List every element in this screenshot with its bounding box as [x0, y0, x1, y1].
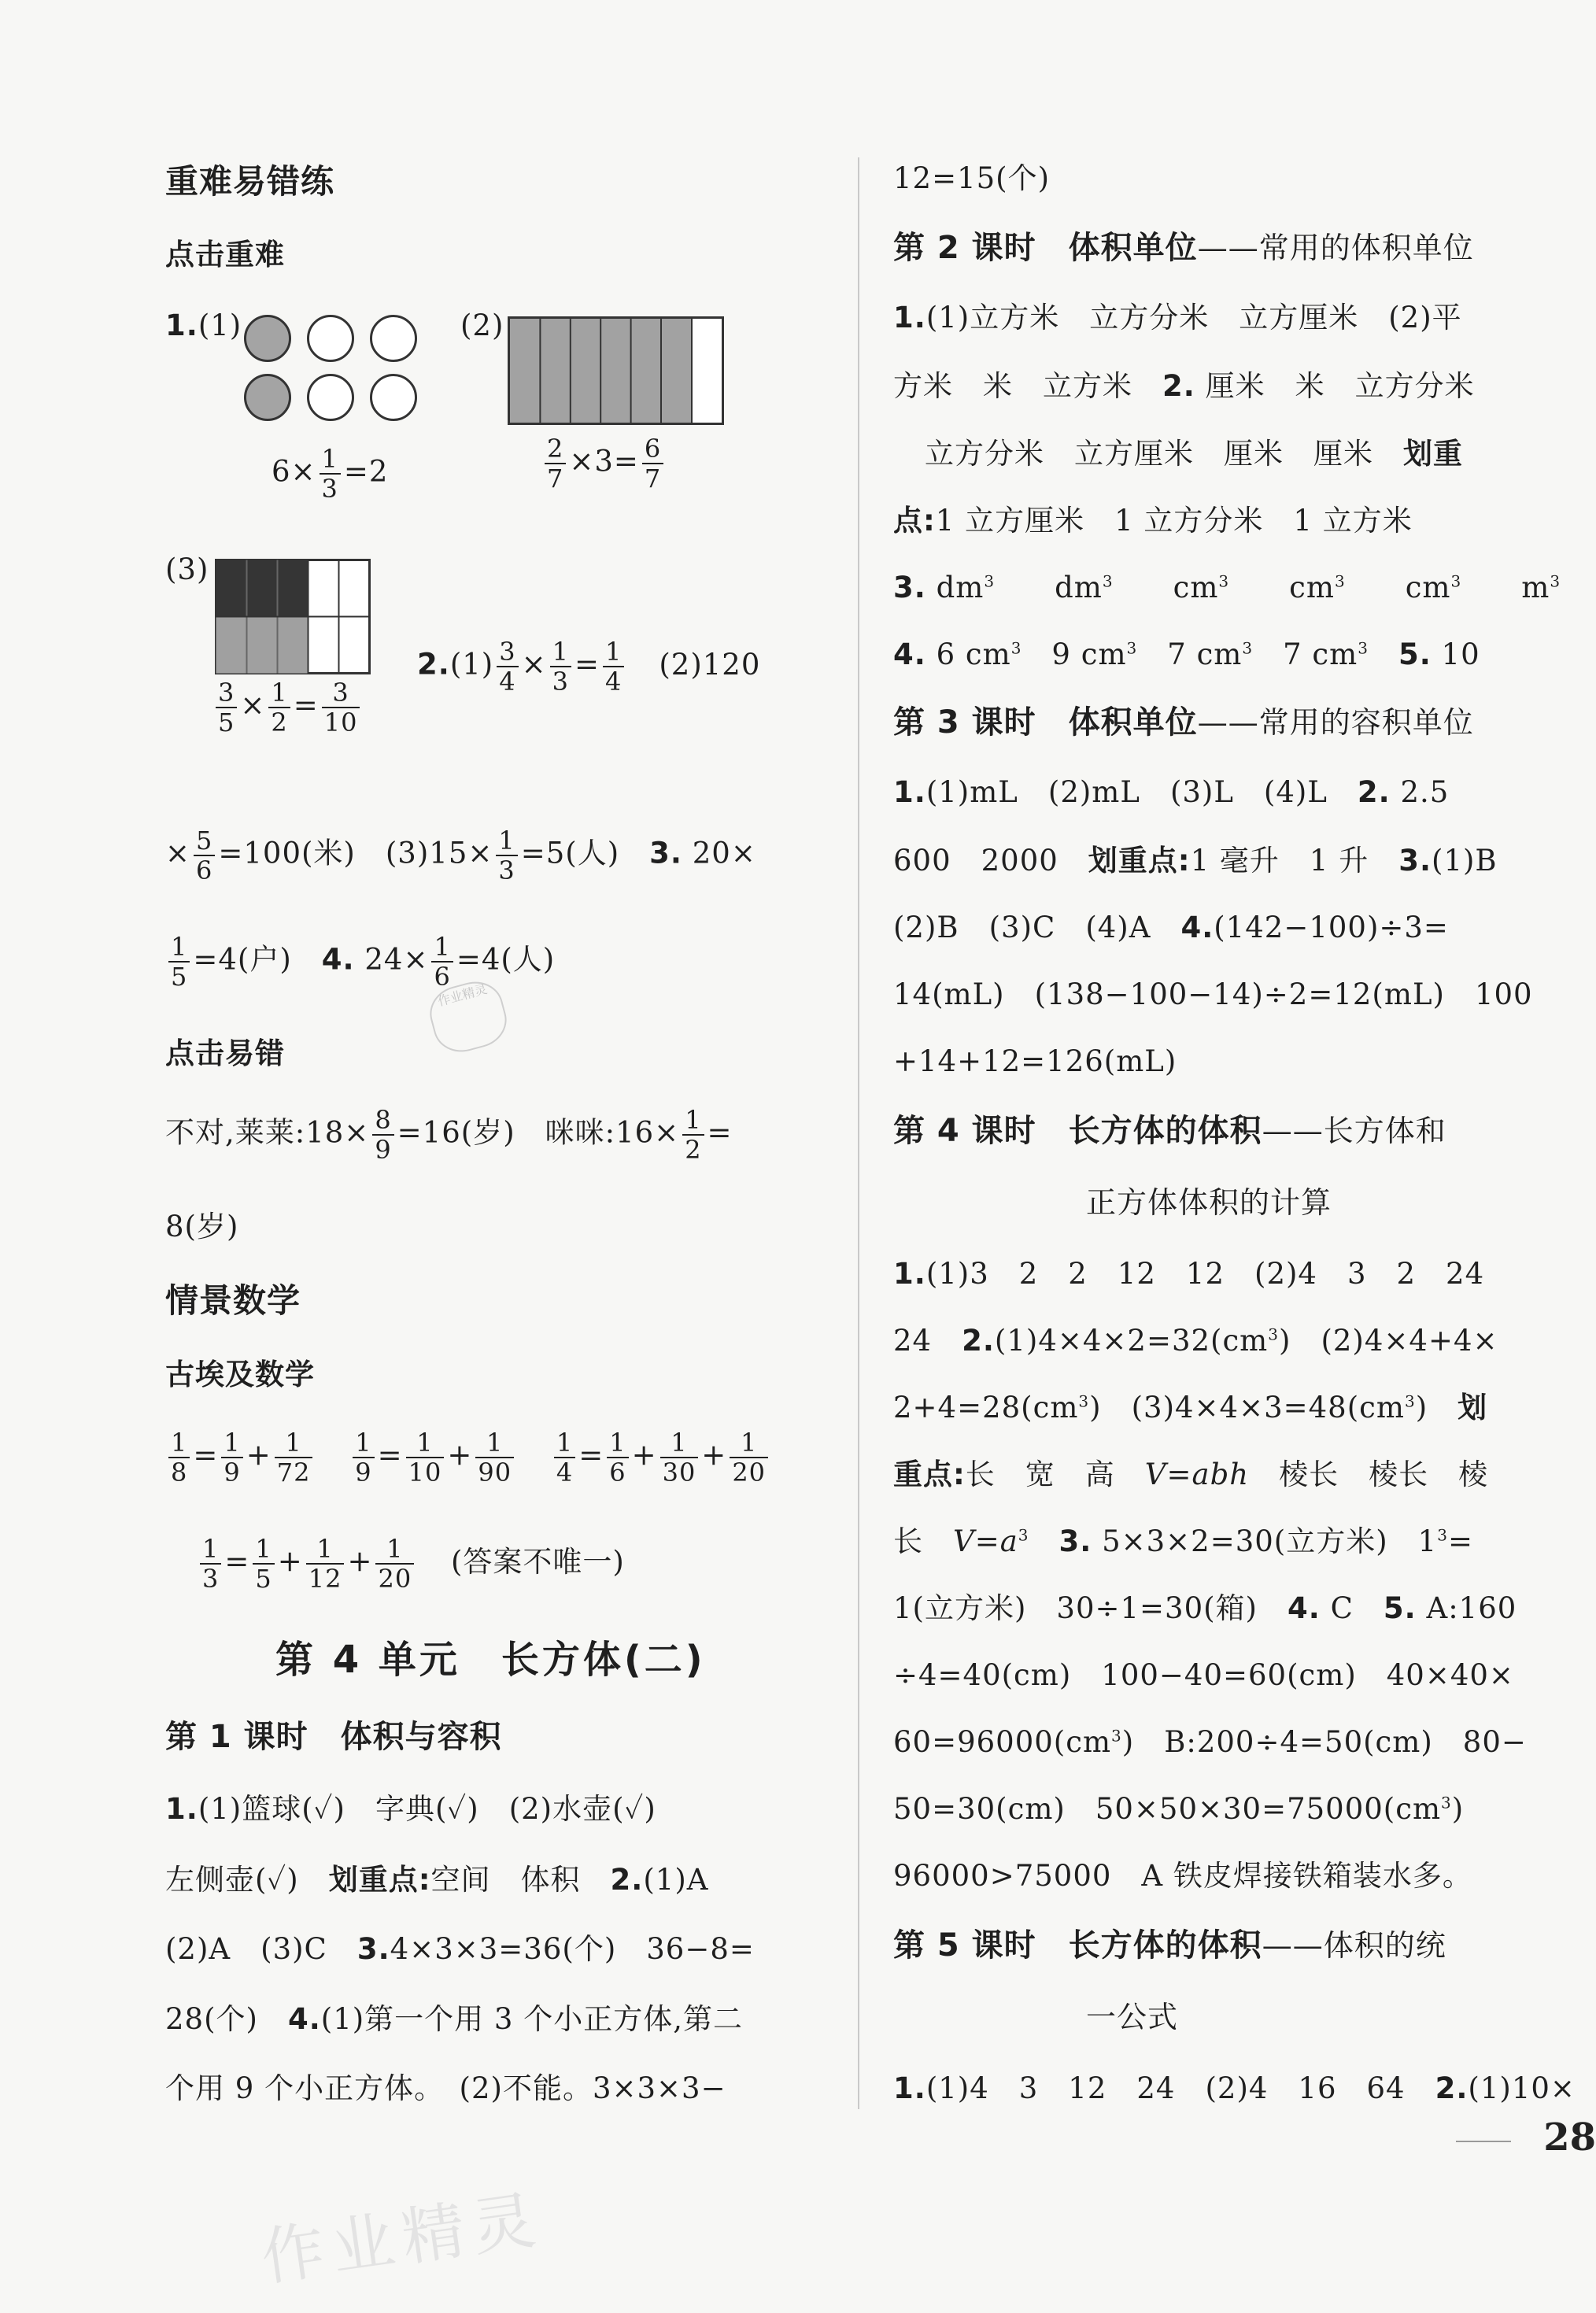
left-column [165, 0, 826, 2313]
circle-shaded [244, 315, 291, 362]
lesson4-line-5: 长 $V=a^3$ 3. 5×3×2=30(立方米) $1^3=$ [893, 1524, 1473, 1558]
error-answer-line-2: 8(岁) [165, 1210, 239, 1243]
q1-part3-label: (3) [165, 552, 209, 586]
answer-line-6: $\frac{1}{5}$ =4(户) 4. 24× $\frac{1}{6}$ =4(人) [165, 933, 555, 991]
bar-diagram-sevenths [508, 316, 724, 425]
q1-part1-label: (1) [198, 309, 242, 342]
lesson4-line-1: 1.(1)3 2 2 12 12 (2)4 3 2 24 [893, 1257, 1485, 1291]
lesson3-line-1: 1.(1)mL (2)mL (3)L (4)L 2. 2.5 [893, 775, 1450, 809]
circle-shaded [244, 374, 291, 421]
q1-part2-equation: $\frac{2}{7}$ ×3= $\frac{6}{7}$ [541, 434, 667, 493]
lesson4-line-9: 50=30(cm) $50\times 50\times 30=75000(cm^3)$ [893, 1792, 1465, 1826]
lesson3-line-3: (2)B (3)C (4)A 4.(142−100)÷3= [893, 911, 1449, 944]
lesson4-line-3: $2+4=28(cm^3)$ $(3)4\times 4\times 3=48(cm^3)$ 划 [893, 1391, 1488, 1424]
q2-line: 2.(1) $\frac{3}{4}$ × $\frac{1}{3}$ = $\frac{1}{4}$ (2)120 [417, 637, 761, 696]
page-number: 28 [1543, 2115, 1596, 2160]
lesson1-line-1: 1.(1)篮球(✓) 字典(✓) (2)水壶(✓) [165, 1792, 656, 1826]
lesson4-line-4: 重点:长 宽 高 V=abh 棱长 棱长 棱 [893, 1458, 1489, 1491]
lesson-3-title: 第 3 课时 体积单位——常用的容积单位 [893, 704, 1474, 741]
circle-empty [370, 374, 417, 421]
q1-part2-label: (2) [460, 309, 504, 342]
lesson1-line-5: 个用 9 个小正方体。 (2)不能。3×3×3− [165, 2071, 726, 2105]
lesson4-line-8: $60=96000(cm^3)$ B:200÷4=50(cm) 80− [893, 1725, 1527, 1759]
section-title-scenario-math: 情景数学 [165, 1281, 301, 1320]
lesson3-line-2: 600 2000 划重点:1 毫升 1 升 3.(1)B [893, 844, 1498, 878]
lesson3-line-5: +14+12=126(mL) [893, 1044, 1177, 1078]
page-number-rule [1456, 2141, 1511, 2142]
lesson5-line-1: 1.(1)4 3 12 24 (2)4 16 64 2.(1)10× [893, 2071, 1576, 2105]
circle-empty [307, 374, 354, 421]
lesson3-line-4: 14(mL) (138−100−14)÷2=12(mL) 100 [893, 977, 1533, 1011]
circle-diagram [244, 315, 425, 433]
lesson1-line-4: 28(个) 4.(1)第一个用 3 个小正方体,第二 [165, 2002, 743, 2036]
lesson2-line-1: 1.(1)立方米 立方分米 立方厘米 (2)平 [893, 301, 1462, 334]
lesson-4-title: 第 4 课时 长方体的体积——长方体和 [893, 1113, 1446, 1149]
watermark-stamp: 作业精灵 [424, 975, 513, 1058]
lesson2-line-5: 3. $dm^3$ $dm^3$ $cm^3$ $cm^3$ $cm^3$ $m^3$ [893, 571, 1561, 604]
lesson2-line-2: 方米 米 立方米 2. 厘米 米 立方分米 [893, 369, 1475, 403]
lesson-5-subtitle: 一公式 [1086, 2000, 1179, 2034]
right-line-1: 12=15(个) [893, 161, 1051, 195]
circle-empty [370, 315, 417, 362]
lesson4-line-2: 24 $2.(1)4\times 4\times 2=32(cm^3)$ (2)4×4+4× [893, 1324, 1498, 1358]
egyptian-fractions-line-2: $\frac{1}{3}$ = $\frac{1}{5}$ + $\frac{1}{12}$ + $\frac{1}{20}$ (答案不唯一) [197, 1535, 625, 1593]
subsection-common-errors: 点击易错 [165, 1036, 285, 1070]
circle-empty [307, 315, 354, 362]
lesson1-line-2: 左侧壶(✓) 划重点:空间 体积 2.(1)A [165, 1863, 709, 1897]
lesson4-line-7: ÷4=40(cm) 100−40=60(cm) 40×40× [893, 1658, 1514, 1692]
section-title-key-difficult: 重难易错练 [165, 162, 335, 201]
lesson2-line-6: 4. 6 $cm^3$ 9 $cm^3$ 7 $cm^3$ 7 $cm^3$ 5. 10 [893, 637, 1480, 671]
lesson4-line-6: 1(立方米) 30÷1=30(箱) 4. C 5. A:160 [893, 1591, 1517, 1625]
lesson1-line-3: (2)A (3)C 3.4×3×3=36(个) 36−8= [165, 1932, 755, 1966]
egyptian-fractions-line-1: $\frac{1}{8}$ = $\frac{1}{9}$ + $\frac{1}{72}$ $\frac{1}{9}$ = $\frac{1}{10}$ + $\frac{1}{90}$ $\frac{1}{4}$ = $\frac{1}{6}$ + $\frac{1}{30}$ + $\frac{1}{20}$ [165, 1428, 771, 1487]
q1-part1-equation: 6× $\frac{1}{3}$ =2 [272, 444, 389, 504]
unit-title: 第 4 单元 长方体(二) [275, 1638, 706, 1682]
column-divider [858, 157, 859, 2109]
subsection-key-points: 点击重难 [165, 238, 285, 272]
lesson-4-subtitle: 正方体体积的计算 [1086, 1185, 1332, 1220]
watermark-text: 作业精灵 [257, 2182, 548, 2295]
right-column [893, 0, 1576, 2313]
q1-part3-equation: $\frac{3}{5}$ × $\frac{1}{2}$ = $\frac{3}{10}$ [212, 678, 363, 737]
grid-diagram [215, 559, 372, 680]
lesson4-line-10: 96000>75000 A 铁皮焊接铁箱装水多。 [893, 1859, 1472, 1893]
lesson-1-title: 第 1 课时 体积与容积 [165, 1719, 502, 1755]
answer-line-5: × $\frac{5}{6}$ =100(米) (3)15× $\frac{1}{3}$ =5(人) 3. 20× [165, 826, 756, 885]
lesson-2-title: 第 2 课时 体积单位——常用的体积单位 [893, 230, 1474, 266]
lesson-5-title: 第 5 课时 长方体的体积——体积的统 [893, 1927, 1446, 1964]
q1-label: 1. [165, 309, 198, 342]
lesson2-line-4: 点:1 立方厘米 1 立方分米 1 立方米 [893, 504, 1413, 538]
subsection-egyptian-math: 古埃及数学 [165, 1358, 315, 1391]
error-answer-line: 不对,莱莱:18× $\frac{8}{9}$ =16(岁) 咪咪:16× $\frac{1}{2}$ = [165, 1105, 733, 1165]
lesson2-line-3: 立方分米 立方厘米 厘米 厘米 划重 [925, 437, 1463, 471]
